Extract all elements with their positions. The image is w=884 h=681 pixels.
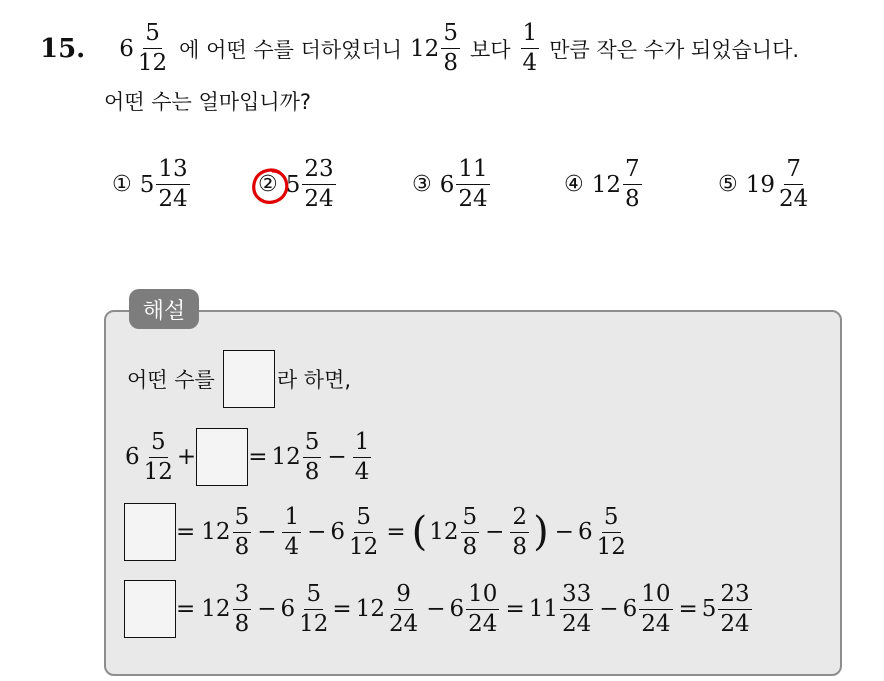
question-line-2: 어떤 수는 얼마입니까?	[104, 90, 312, 114]
fraction: $\frac{2}{8}$	[512, 503, 528, 560]
fraction: $\frac{7}{24}$	[779, 156, 809, 212]
solution-tag: 해설	[129, 289, 199, 329]
fraction: $\frac{1}{4}$	[522, 20, 538, 76]
choice-mark: ②	[258, 172, 278, 197]
solution-equation-1: 6 $\frac{5}{12}$ + = 12 $\frac{5}{8}$ − $\frac{1}{4}$	[125, 428, 370, 485]
fraction: $\frac{33}{24}$	[562, 580, 592, 637]
question-text: 보다	[469, 37, 511, 62]
solution-equation-2: = 12 $\frac{5}{8}$ − $\frac{1}{4}$ − 6 $\frac{5}{12}$ = ( 12 $\frac{5}{8}$ − $\frac{2}{8}$ ) − 6 $\frac{5}{12}$	[124, 503, 630, 561]
question-text: 만큼 작은 수가 되었습니다.	[549, 37, 800, 62]
choice-2[interactable]: ② 5 $\frac{23}{24}$	[258, 158, 338, 211]
mixed-number: 6 $\frac{5}{12}$	[119, 20, 168, 76]
mixed-number: 12 $\frac{5}{8}$	[410, 20, 458, 76]
fraction: $\frac{5}{8}$	[462, 503, 478, 560]
unknown-box	[196, 428, 248, 486]
fraction: $\frac{5}{12}$	[299, 580, 329, 637]
choice-mark: ③	[412, 172, 432, 197]
fraction: $\frac{3}{8}$	[234, 580, 250, 637]
choice-1[interactable]: ① 5 $\frac{13}{24}$	[112, 156, 188, 212]
fraction: $\frac{5}{12}$	[137, 20, 168, 76]
fraction: $\frac{13}{24}$	[158, 156, 188, 212]
fraction: $\frac{5}{12}$	[349, 503, 379, 560]
unknown-box	[124, 503, 176, 561]
fraction: $\frac{5}{8}$	[443, 20, 458, 76]
unknown-box	[124, 580, 176, 638]
choice-mark: ④	[564, 172, 584, 197]
fraction: $\frac{7}{8}$	[625, 156, 640, 212]
fraction: $\frac{5}{8}$	[234, 503, 250, 560]
choice-3[interactable]: ③ 6 $\frac{11}{24}$	[412, 156, 488, 212]
unknown-box	[223, 350, 275, 408]
fraction: $\frac{1}{4}$	[284, 503, 300, 560]
choice-mark: ①	[112, 172, 132, 197]
selected-circle-mark	[249, 164, 293, 208]
fraction: $\frac{1}{4}$	[354, 428, 370, 485]
question-line-1	[40, 22, 799, 75]
fraction: $\frac{11}{24}$	[458, 156, 488, 212]
fraction: $\frac{23}{24}$	[720, 580, 750, 637]
choice-4[interactable]: ④ 12 $\frac{7}{8}$	[564, 156, 640, 212]
choice-mark: ⑤	[718, 172, 738, 197]
fraction: $\frac{10}{24}$	[468, 580, 498, 637]
question-text: 에 어떤 수를 더하였더니	[179, 37, 403, 62]
fraction: $\frac{23}{24}$	[304, 156, 334, 212]
fraction: $\frac{9}{24}$	[388, 580, 419, 637]
fraction: $\frac{10}{24}$	[641, 580, 671, 637]
choice-5[interactable]: ⑤ 19 $\frac{7}{24}$	[718, 156, 809, 212]
fraction: $\frac{5}{12}$	[596, 503, 626, 560]
solution-line-1: 어떤 수를 라 하면,	[127, 350, 351, 408]
solution-equation-3: = 12 $\frac{3}{8}$ − 6 $\frac{5}{12}$ = 12 $\frac{9}{24}$ − 6 $\frac{10}{24}$ = 11 $\frac{33}{24}$ − 6 $\frac{10}{24}$ = 5 $\frac{23}{24}$	[124, 580, 754, 638]
question-number: 15.	[40, 33, 86, 64]
fraction: $\frac{5}{12}$	[143, 428, 173, 485]
fraction: $\frac{5}{8}$	[304, 428, 320, 485]
